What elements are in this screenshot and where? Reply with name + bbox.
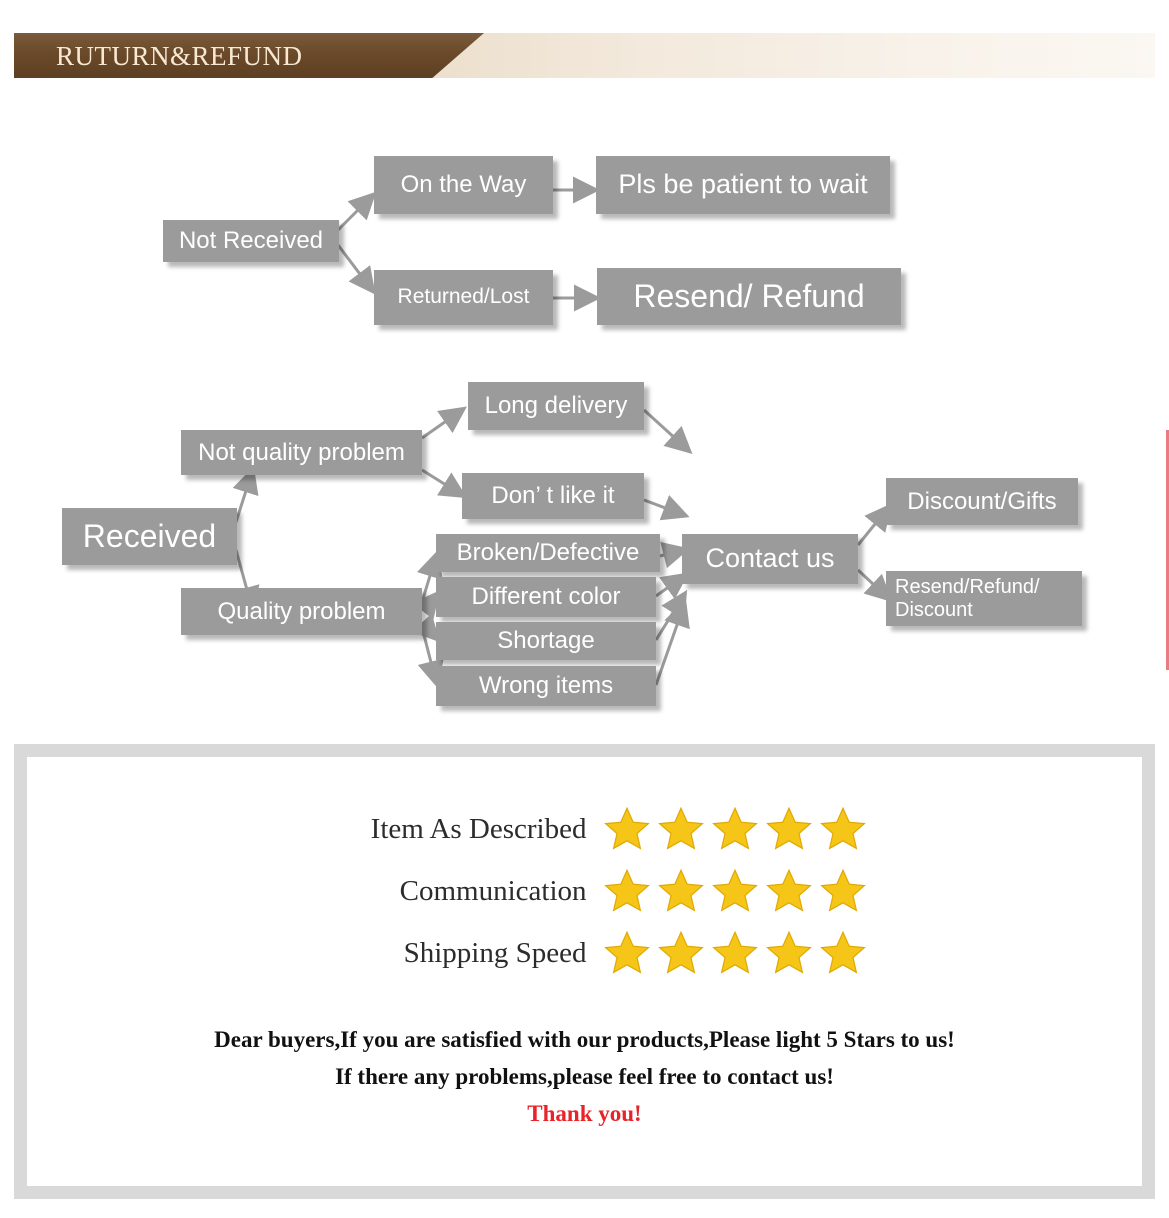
node-shortage [436, 622, 656, 660]
star-rating-item-as-described[interactable] [603, 805, 867, 853]
node-label: Broken/Defective [456, 539, 640, 567]
node-label: Shortage [497, 627, 595, 655]
star-icon [765, 867, 813, 915]
star-icon [657, 805, 705, 853]
rating-row [27, 929, 1142, 977]
node-long-delivery [468, 382, 644, 430]
node-broken-defective [436, 534, 660, 572]
star-icon [765, 929, 813, 977]
star-rating-communication[interactable] [603, 867, 867, 915]
star-icon [603, 805, 651, 853]
node-label: Resend/ Refund [633, 278, 865, 315]
node-label: Contact us [705, 543, 835, 574]
node-label: Resend/Refund/ Discount [895, 575, 1040, 621]
star-icon [711, 805, 759, 853]
star-icon [657, 929, 705, 977]
feedback-note [27, 1027, 1142, 1127]
feedback-panel [14, 744, 1155, 1199]
node-label: Different color [471, 583, 621, 611]
node-label: Pls be patient to wait [618, 169, 868, 200]
node-label: Don’ t like it [491, 482, 615, 510]
node-wrong-items [436, 666, 656, 706]
rating-row [27, 867, 1142, 915]
node-not-quality-problem [181, 430, 422, 475]
star-icon [603, 929, 651, 977]
page-title: RUTURN&REFUND [56, 41, 303, 71]
feedback-note-line-1: Dear buyers,If you are satisfied with our products,Please light 5 Stars to us! [214, 1027, 955, 1052]
star-icon [819, 929, 867, 977]
node-different-color [436, 577, 656, 617]
node-contact-us [682, 534, 858, 584]
return-refund-flowchart [0, 90, 1169, 735]
feedback-note-line-2: If there any problems,please feel free to contact us! [335, 1064, 834, 1089]
node-label: Long delivery [484, 392, 628, 420]
star-icon [819, 867, 867, 915]
rating-label: Communication [399, 874, 587, 907]
rating-label: Item As Described [370, 812, 587, 845]
node-label: Quality problem [217, 597, 386, 625]
star-icon [657, 867, 705, 915]
star-icon [711, 929, 759, 977]
node-received [62, 508, 237, 565]
star-rating-shipping-speed[interactable] [603, 929, 867, 977]
rating-row [27, 805, 1142, 853]
node-label: Returned/Lost [397, 285, 530, 309]
node-returned-lost [374, 270, 553, 325]
node-not-received [163, 220, 339, 262]
rating-list [27, 805, 1142, 991]
node-label: Received [82, 518, 217, 555]
rating-label: Shipping Speed [403, 936, 587, 969]
node-label: On the Way [400, 171, 527, 199]
star-icon [819, 805, 867, 853]
feedback-panel-inner [27, 757, 1142, 1186]
star-icon [603, 867, 651, 915]
node-label: Not quality problem [198, 438, 405, 466]
thank-you-text: Thank you! [527, 1101, 642, 1126]
node-pls-be-patient [596, 156, 890, 214]
node-label: Not Received [178, 227, 324, 255]
node-quality-problem [181, 588, 422, 635]
node-discount-gifts [886, 478, 1078, 525]
page-header-banner [14, 33, 1155, 78]
node-on-the-way [374, 156, 553, 214]
star-icon [765, 805, 813, 853]
node-resend-refund-discount [886, 571, 1082, 626]
node-dont-like-it [462, 473, 644, 519]
star-icon [711, 867, 759, 915]
node-label: Discount/Gifts [907, 487, 1057, 515]
node-label: Wrong items [478, 672, 614, 700]
node-resend-refund [597, 268, 901, 325]
